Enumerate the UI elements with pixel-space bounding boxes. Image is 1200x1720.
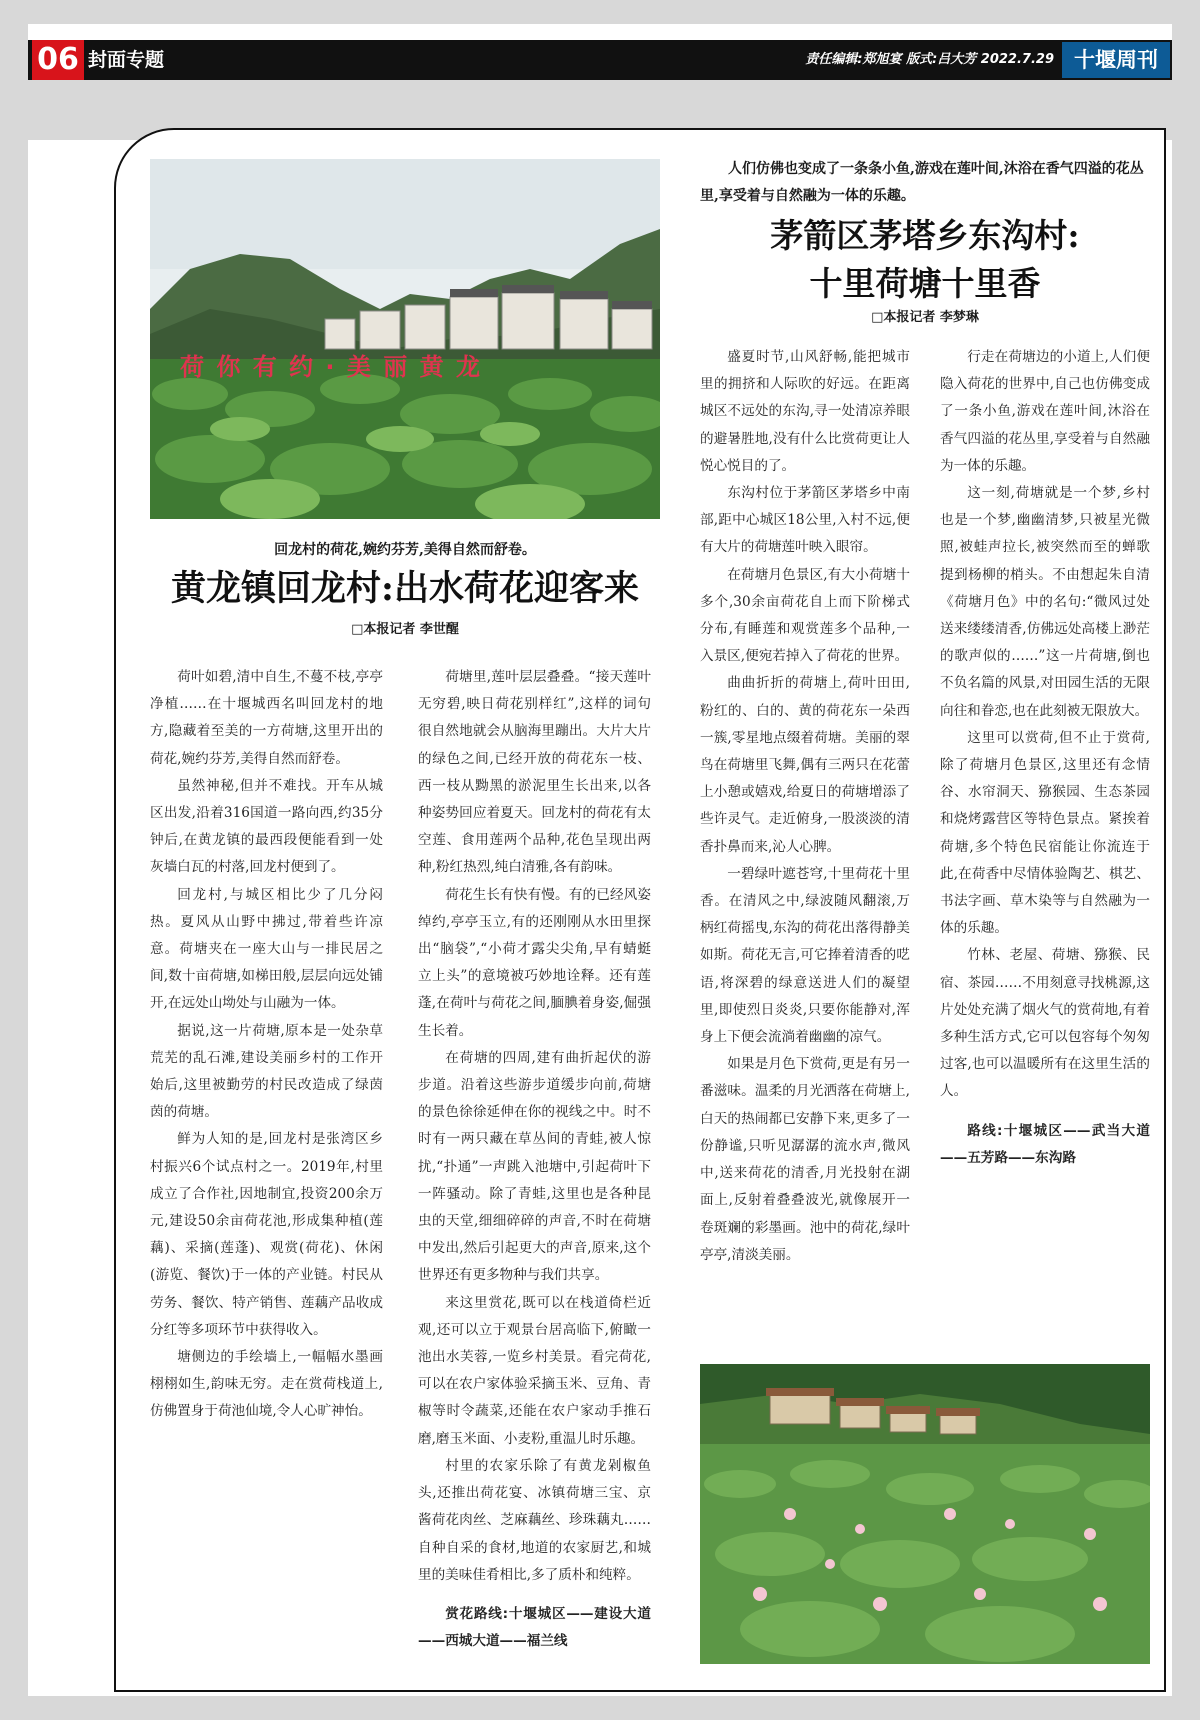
paragraph: 荷叶如碧,清中自生,不蔓不枝,亭亭净植……在十堰城西名叫回龙村的地方,隐藏着至美的一方荷塘,这里开出的荷花,婉约芬芳,美得自然而舒卷。 [150, 669, 383, 767]
article2-title-line2: 十里荷塘十里香 [809, 264, 1041, 303]
article2-column-1 [700, 344, 910, 1364]
paragraph: 这一刻,荷塘就是一个梦,乡村也是一个梦,幽幽清梦,只被星光微照,被蛙声拉长,被突然而至的蝉歌提到杨柳的梢头。不由想起朱自清《荷塘月色》中的名句:“微风过处送来缕缕清香,仿佛远处高楼上渺茫的歌声似的……”这一片荷塘,倒也不负名篇的风景,对田园生活的无限向往和眷恋,也在此刻被无限放大。 [940, 485, 1150, 719]
donggou-lotus-photo [700, 1364, 1150, 1664]
article2-title-line1: 茅箭区茅塔乡东沟村: [770, 216, 1080, 255]
article1-column-1 [150, 664, 383, 1654]
photo-overlay-slogan: 荷 你 有 约 · 美 丽 黄 龙 [180, 353, 482, 381]
article2-byline: □本报记者 李梦琳 [871, 310, 979, 325]
paragraph: 虽然神秘,但并不难找。开车从城区出发,沿着316国道一路向西,约35分钟后,在黄龙镇的最西段便能看到一处灰墙白瓦的村落,回龙村便到了。 [150, 777, 383, 876]
paragraph: 荷塘里,莲叶层层叠叠。“接天莲叶无穷碧,映日荷花别样红”,这样的词句很自然地就会从脑海里蹦出。大片大片的绿色之间,已经开放的荷花东一枝、西一枝从黝黑的淤泥里生长出来,以各种姿势回应着夏天。回龙村的荷花有太空莲、食用莲两个品种,花色呈现出两种,粉红热烈,纯白清雅,各有韵味。 [418, 669, 651, 876]
paragraph: 荷花生长有快有慢。有的已经风姿绰约,亭亭玉立,有的还刚刚从水田里探出“脑袋”,“小荷才露尖尖角,早有蜻蜓立上头”的意境被巧妙地诠释。还有莲蓬,在荷叶与荷花之间,腼腆着身姿,倔强生长着。 [418, 886, 651, 1039]
article1-byline: □本报记者 李世醒 [351, 622, 459, 637]
article1-title: 黄龙镇回龙村:出水荷花迎客来 [171, 568, 639, 609]
article1-column-2 [418, 664, 651, 1654]
paragraph: 据说,这一片荷塘,原本是一处杂草荒芜的乱石滩,建设美丽乡村的工作开始后,这里被勤劳的村民改造成了绿茵茵的荷塘。 [150, 1022, 383, 1121]
paragraph: 竹林、老屋、荷塘、猕猴、民宿、茶园……不用刻意寻找桃源,这片处处充满了烟火气的赏荷地,有着多种生活方式,它可以包容每个匆匆过客,也可以温暖所有在这里生活的人。 [940, 947, 1150, 1100]
brand-logo: 十堰周刊 [1062, 42, 1170, 78]
paragraph: 这里可以赏荷,但不止于赏荷,除了荷塘月色景区,这里还有念情谷、水帘洞天、猕猴园、生态茶园和烧烤露营区等特色景点。紧挨着荷塘,多个特色民宿能让你流连于此,在荷香中尽情体验陶艺、棋艺、书法字画、草木染等与自然融为一体的乐趣。 [940, 729, 1150, 937]
editor-meta: 责任编辑:郑旭宴 版式:吕大芳 2022.7.29 [805, 52, 1054, 67]
paragraph: 在荷塘月色景区,有大小荷塘十多个,30余亩荷花自上而下阶梯式分布,有睡莲和观赏莲多个品种,一入景区,便宛若掉入了荷花的世界。 [700, 566, 910, 665]
paragraph: 东沟村位于茅箭区茅塔乡中南部,距中心城区18公里,入村不远,便有大片的荷塘莲叶映入眼帘。 [700, 485, 910, 556]
section-title: 封面专题 [88, 49, 165, 71]
photo-caption: 回龙村的荷花,婉约芬芳,美得自然而舒卷。 [274, 542, 536, 558]
paragraph: 行走在荷塘边的小道上,人们便隐入荷花的世界中,自己也仿佛变成了一条小鱼,游戏在莲叶间,沐浴在香气四溢的花丛里,享受着与自然融为一体的乐趣。 [940, 349, 1150, 474]
paragraph: 来这里赏花,既可以在栈道倚栏近观,还可以立于观景台居高临下,俯瞰一池出水芙蓉,一览乡村美景。看完荷花,可以在农户家体验采摘玉米、豆角、青椒等时令蔬菜,还能在农户家动手推石磨,磨玉米面、小麦粉,重温儿时乐趣。 [418, 1294, 651, 1447]
page-number: 06 [32, 40, 84, 80]
paragraph: 村里的农家乐除了有黄龙剁椒鱼头,还推出荷花宴、冰镇荷塘三宝、京酱荷花肉丝、芝麻藕丝、珍珠藕丸……自种自采的食材,地道的农家厨艺,和城里的美味佳肴相比,多了质朴和纯粹。 [418, 1457, 651, 1583]
paragraph: 鲜为人知的是,回龙村是张湾区乡村振兴6个试点村之一。2019年,村里成立了合作社,因地制宜,投资200余万元,建设50余亩荷花池,形成集种植(莲藕)、采摘(莲蓬)、观赏(荷花)、休闲(游览、餐饮)于一体的产业链。村民从劳务、餐饮、特产销售、莲藕产品收成分红等多项环节中获得收入。 [150, 1131, 383, 1338]
paragraph: 如果是月色下赏荷,更是有另一番滋味。温柔的月光洒落在荷塘上,白天的热闹都已安静下来,更多了一份静谧,只听见潺潺的流水声,微风中,送来荷花的清香,月光投射在湖面上,反射着叠叠波光,就像展开一卷斑斓的彩墨画。池中的荷花,绿叶亭亭,清淡美丽。 [700, 1056, 910, 1263]
paragraph: 塘侧边的手绘墙上,一幅幅水墨画栩栩如生,韵味无穷。走在赏荷栈道上,仿佛置身于荷池仙境,令人心旷神怡。 [150, 1349, 383, 1420]
article2-route: 路线:十堰城区——武当大道——五芳路——东沟路 [940, 1122, 1150, 1166]
paragraph: 在荷塘的四周,建有曲折起伏的游步道。沿着这些游步道缓步向前,荷塘的景色徐徐延伸在你的视线之中。时不时有一两只藏在草丛间的青蛙,被人惊扰,“扑通”一声跳入池塘中,引起荷叶下一阵骚动。除了青蛙,这里也是各种昆虫的天堂,细细碎碎的声音,不时在荷塘中发出,然后引起更大的声音,原来,这个世界还有更多物种与我们共享。 [418, 1049, 651, 1284]
paragraph: 一碧绿叶遮苍穹,十里荷花十里香。在清风之中,绿波随风翻滚,万柄红荷摇曳,东沟的荷花出落得静美如斯。荷花无言,可它捧着清香的呓语,将深碧的绿意送进人们的凝望里,即使烈日炎炎,只要你能静对,浑身上下便会流淌着幽幽的凉气。 [700, 865, 910, 1046]
article1-route: 赏花路线:十堰城区——建设大道——西城大道——福兰线 [418, 1605, 651, 1650]
article2-column-2 [940, 344, 1150, 1364]
huilong-lotus-photo [150, 159, 660, 519]
paragraph: 曲曲折折的荷塘上,荷叶田田,粉红的、白的、黄的荷花东一朵西一簇,零星地点缀着荷塘。美丽的翠鸟在荷塘里飞舞,偶有三两只在花蕾上小憩或嬉戏,给夏日的荷塘增添了些许灵气。走近俯身,一股淡淡的清香扑鼻而来,沁人心脾。 [700, 675, 910, 855]
article2-lead: 人们仿佛也变成了一条条小鱼,游戏在莲叶间,沐浴在香气四溢的花丛里,享受着与自然融为一体的乐趣。 [700, 161, 1144, 204]
article2-title [700, 212, 1150, 308]
paragraph: 盛夏时节,山风舒畅,能把城市里的拥挤和人际吹的好远。在距离城区不远处的东沟,寻一处清凉养眼的避暑胜地,没有什么比赏荷更让人悦心悦目的了。 [700, 349, 910, 474]
paragraph: 回龙村,与城区相比少了几分闷热。夏风从山野中拂过,带着些许凉意。荷塘夹在一座大山与一排民居之间,数十亩荷塘,如梯田般,层层向远处铺开,在远处山坳处与山融为一体。 [150, 886, 383, 1012]
